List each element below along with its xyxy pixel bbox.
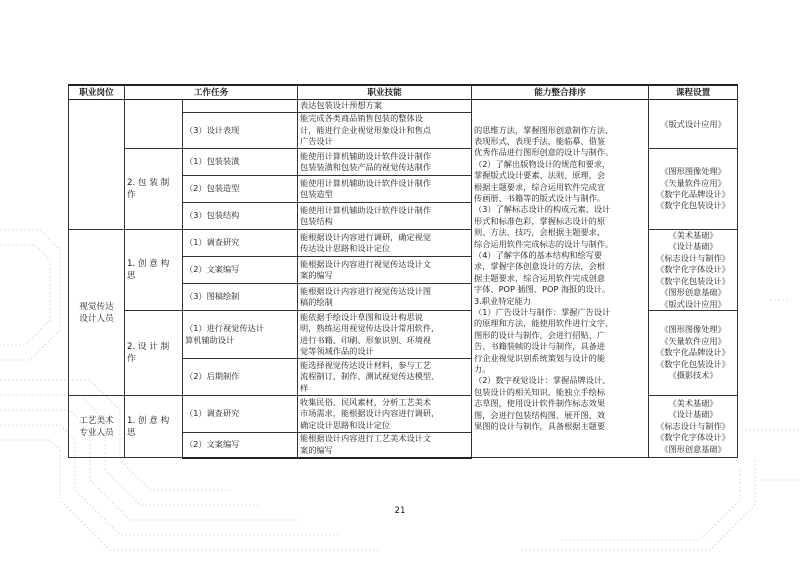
skill-line: 能根据设计内容进行视觉传达设计图 xyxy=(300,285,432,296)
skill-cell xyxy=(298,230,472,257)
course-item: 《标志设计与制作》 xyxy=(656,252,730,263)
subtask-cell: （1）调查研究 xyxy=(183,230,298,257)
skill-cell xyxy=(298,396,472,433)
skill-line: 计，能进行企业视觉形象设计和售点 xyxy=(300,124,432,135)
course-item: 《图形创意基础》 xyxy=(660,443,726,454)
task-label: 1. 创 意 构 xyxy=(127,415,170,426)
ability-line: 的思维方法，掌握图形创意制作方法、 xyxy=(474,124,614,135)
skill-line: 市场需求，能根据设计内容进行调研， xyxy=(300,408,440,419)
course-cell xyxy=(649,311,738,396)
task-cell xyxy=(125,100,183,149)
course-item: 《数字化包装设计》 xyxy=(656,200,730,211)
ability-line: （3）了解标志设计的构成元素、设计 xyxy=(474,204,611,215)
subtask-cell: （3）包装结构 xyxy=(183,203,298,230)
post-cell xyxy=(69,100,125,230)
skill-line: 能选择视觉传达设计材料，参与工艺 xyxy=(300,359,432,370)
course-cell xyxy=(649,230,738,311)
course-item: 《美术基础》 xyxy=(668,397,718,408)
table-header-row xyxy=(69,85,738,100)
post-label: 设计人员 xyxy=(79,313,114,324)
skill-line: 收集民俗、民风素材，分析工艺美术 xyxy=(300,396,432,407)
skill-line: 能依据手绘设计草图和设计构思说 xyxy=(300,311,423,322)
skill-cell xyxy=(298,359,472,396)
course-item: 《图形创意基础》 xyxy=(660,287,726,298)
course-item: 《矢量软件应用》 xyxy=(660,335,726,346)
subtask-cell: （2）包装造型 xyxy=(183,176,298,203)
skill-cell xyxy=(298,176,472,203)
ability-line: 告、书籍装帧的设计与制作，具备进 xyxy=(474,341,606,352)
post-cell xyxy=(69,396,125,458)
course-item: 《数字化品牌设计》 xyxy=(656,189,730,199)
skill-line: 稿的绘制 xyxy=(300,297,333,307)
course-item: 《版式设计应用》 xyxy=(660,119,726,130)
post-label: 视觉传达 xyxy=(79,301,114,312)
table-row xyxy=(69,100,738,113)
course-item: 《数字化包装设计》 xyxy=(656,358,730,369)
subtask-cell xyxy=(183,311,298,359)
skill-line: 能使用计算机辅助设计软件设计制作 xyxy=(300,177,432,188)
ability-line: 综合运用软件完成标志的设计与制作。 xyxy=(474,238,614,249)
skill-line: 案的编写 xyxy=(300,444,333,455)
skill-cell xyxy=(298,100,472,113)
course-item: 《数字化字体设计》 xyxy=(656,432,730,443)
task-cell xyxy=(125,396,183,458)
task-label: 思 xyxy=(127,427,136,438)
ability-line: （1）广告设计与制作：掌握广告设计 xyxy=(474,307,611,318)
skill-line: 明，熟练运用视觉传达设计常用软件， xyxy=(300,323,440,334)
task-cell xyxy=(125,230,183,311)
skill-cell xyxy=(298,311,472,359)
skill-cell xyxy=(298,149,472,176)
skill-cell xyxy=(298,203,472,230)
ability-line: 果图的设计与制作，具备根据主题要 xyxy=(474,421,606,432)
ability-line: 表现形式、表现手法，能临摹、借鉴 xyxy=(474,135,606,146)
course-cell xyxy=(649,100,738,149)
ability-line: 包装设计的相关知识，能独立手绘标 xyxy=(474,386,606,397)
skill-cell xyxy=(298,433,472,458)
ability-line: 传画册、书籍等的版式设计与制作。 xyxy=(474,192,606,203)
subtask-label: 算机辅助设计 xyxy=(185,334,235,345)
course-item: 《版式设计应用》 xyxy=(660,298,726,309)
page-number: 21 xyxy=(394,506,406,516)
course-item: 《设计基础》 xyxy=(668,409,718,420)
course-item: 《矢量软件应用》 xyxy=(660,177,726,188)
course-item: 《图形图像处理》 xyxy=(660,324,726,335)
subtask-cell xyxy=(183,100,298,113)
course-item: 《标志设计与制作》 xyxy=(656,420,730,431)
header-skill: 职业技能 xyxy=(298,85,472,100)
subtask-cell: （3）设计表现 xyxy=(183,113,298,149)
course-item: 《设计基础》 xyxy=(668,241,718,252)
task-label: 作 xyxy=(127,354,136,364)
subtask-cell: （2）后期制作 xyxy=(183,359,298,396)
course-item: 《图形图像处理》 xyxy=(660,166,726,177)
task-label: 作 xyxy=(127,190,136,200)
ability-line: 求，掌握字体创意设计的方法，会根 xyxy=(474,261,606,272)
subtask-cell: （2）文案编写 xyxy=(183,257,298,284)
ability-line: 形式和标准色彩，掌握标志设计的原 xyxy=(474,215,606,226)
skill-line: 觉等领域作品的设计 xyxy=(300,345,374,356)
subtask-label: （1）进行视觉传达计 xyxy=(185,323,264,334)
course-item: 《数字化字体设计》 xyxy=(656,264,730,275)
curriculum-table xyxy=(68,84,738,459)
task-label: 思 xyxy=(127,271,136,281)
ability-line: 3.职业特定能力 xyxy=(474,295,531,306)
skill-line: 包装造型 xyxy=(300,189,333,199)
task-cell xyxy=(125,311,183,396)
ability-line: （2）了解出版物设计的规范和要求， xyxy=(474,158,611,169)
ability-line: 的原理和方法，能使用软件进行文字、 xyxy=(474,318,614,329)
task-cell xyxy=(125,149,183,230)
ability-line: 优秀作品进行图形创意的设计与制作。 xyxy=(474,147,614,158)
course-cell xyxy=(649,149,738,230)
skill-line: 能使用计算机辅助设计软件设计制作 xyxy=(300,150,432,161)
skill-line: 包装结构 xyxy=(300,216,333,226)
header-ability: 能力整合排序 xyxy=(472,85,649,100)
skill-line: 能完成各类商品销售包装的整体设 xyxy=(300,113,423,124)
skill-cell xyxy=(298,284,472,311)
ability-line: 图，会进行包装结构图、展开图、效 xyxy=(474,409,606,420)
skill-line: 表达包装设计预想方案 xyxy=(300,100,382,111)
skill-line: 传达设计思路和设计定位 xyxy=(300,243,391,253)
post-label: 工艺美术 xyxy=(79,415,114,426)
skill-line: 确定设计思路和设计定位 xyxy=(300,419,391,430)
subtask-cell: （1）包装装潢 xyxy=(183,149,298,176)
skill-line: 能使用计算机辅助设计软件设计制作 xyxy=(300,204,432,215)
ability-line: 图形的设计与制作，会进行招贴、广 xyxy=(474,329,606,340)
ability-line: 则、方法、技巧，会根据主题要求， xyxy=(474,227,606,238)
ability-line: 据主题要求，综合运用软件完成创意 xyxy=(474,272,606,283)
skill-line: 流程制订，制作、测试视觉传达模型、 xyxy=(300,371,440,382)
subtask-cell: （3）图稿绘制 xyxy=(183,284,298,311)
course-item: 《数字化包装设计》 xyxy=(656,275,730,286)
course-item: 《摄影技术》 xyxy=(668,370,718,381)
skill-line: 能根据设计内容进行调研，确定视觉 xyxy=(300,231,432,242)
skill-line: 能根据设计内容进行工艺美术设计文 xyxy=(300,433,432,444)
skill-line: 能根据设计内容进行视觉传达设计文 xyxy=(300,258,432,269)
skill-line: 包装装潢和包装产品的视觉传达制作 xyxy=(300,162,432,172)
header-task: 工作任务 xyxy=(125,85,298,100)
subtask-cell: （2）文案编写 xyxy=(183,433,298,458)
skill-line: 案的编写 xyxy=(300,270,333,280)
ability-line: 字体、POP 插图、POP 海报的设计。 xyxy=(474,284,611,295)
task-label: 2. 设 计 制 xyxy=(127,342,170,352)
header-post: 职业岗位 xyxy=(69,85,125,100)
skill-line: 样 xyxy=(300,382,309,393)
post-label: 专业人员 xyxy=(79,427,114,438)
ability-line: 掌握版式设计要素、法则、原理，会 xyxy=(474,170,606,181)
skill-line: 进行书籍、印刷、形象识别、环境视 xyxy=(300,334,432,345)
ability-cell xyxy=(472,100,649,458)
ability-line: （2）数字视觉设计：掌握品牌设计、 xyxy=(474,375,611,386)
task-label: 2. 包 装 制 xyxy=(127,178,170,188)
ability-line: 力。 xyxy=(474,364,491,375)
ability-line: 行企业视觉识别系统策划与设计的能 xyxy=(474,352,606,363)
post-cell xyxy=(69,230,125,396)
ability-line: 根据主题要求，综合运用软件完成宣 xyxy=(474,181,606,192)
header-course: 课程设置 xyxy=(649,85,738,100)
course-cell xyxy=(649,396,738,458)
skill-cell xyxy=(298,113,472,149)
skill-cell xyxy=(298,257,472,284)
course-item: 《美术基础》 xyxy=(668,230,718,241)
skill-line: 广告设计 xyxy=(300,136,333,147)
ability-line: 志草图，使用设计软件制作标志效果 xyxy=(474,398,606,409)
course-item: 《数字化品牌设计》 xyxy=(656,347,730,358)
task-label: 1. 创 意 构 xyxy=(127,259,170,269)
subtask-cell: （1）调查研究 xyxy=(183,396,298,433)
ability-line: （4）了解字体的基本结构和绘写要 xyxy=(474,249,603,260)
